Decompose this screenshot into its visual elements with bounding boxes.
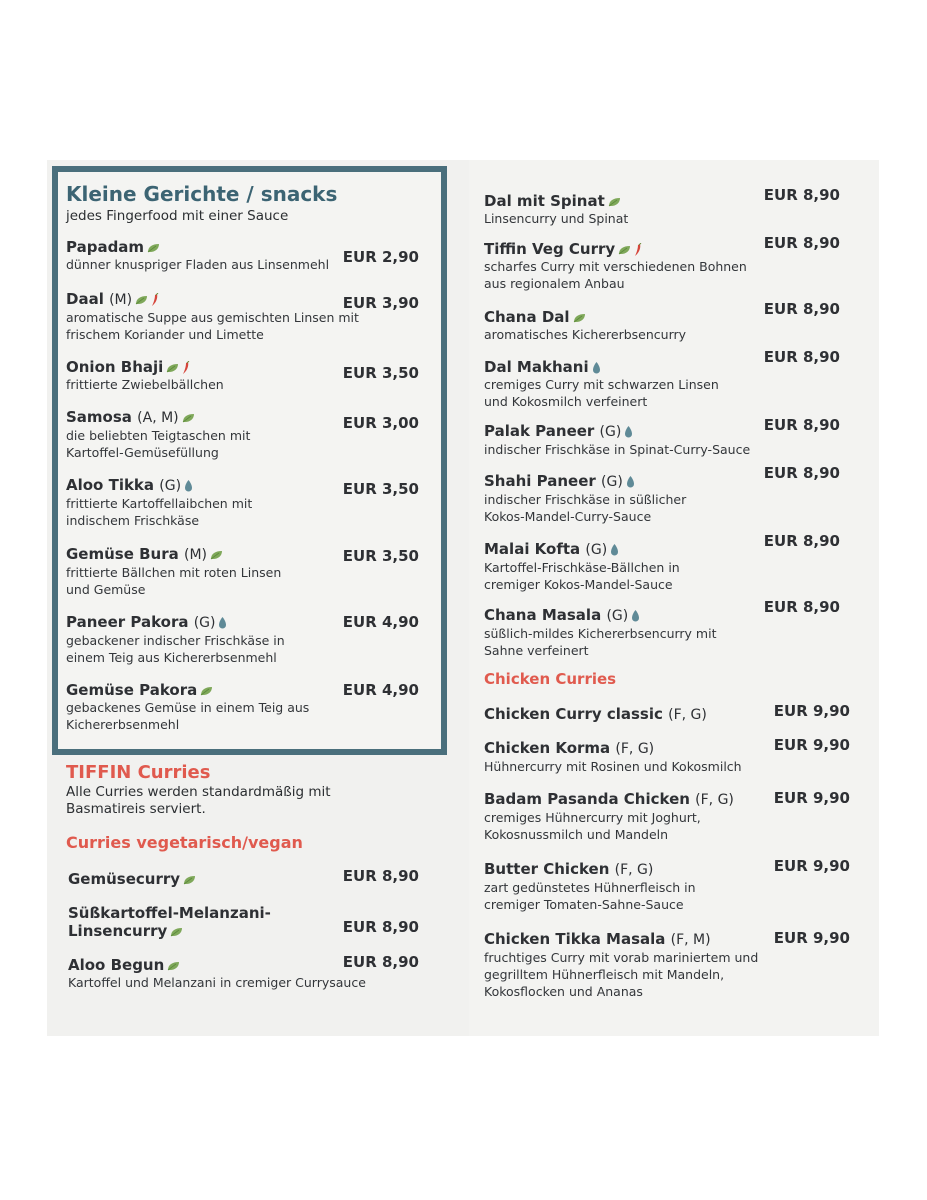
item-name: Chana Dal bbox=[484, 308, 570, 326]
item-name: Chicken Korma bbox=[484, 739, 611, 757]
left-column bbox=[47, 160, 457, 1036]
vegetarian-drop-icon bbox=[184, 479, 193, 492]
item-name: Chicken Tikka Masala bbox=[484, 930, 666, 948]
item-price: EUR 8,90 bbox=[763, 300, 840, 318]
tiffin-subtitle: Alle Curries werden standardmäßig mit Basmatireis serviert. bbox=[66, 784, 331, 817]
menu-item bbox=[484, 300, 840, 343]
item-name: Dal Makhani bbox=[484, 358, 589, 376]
item-description: cremiges Hühnercurry mit Joghurt, Kokosnussmilch und Mandeln bbox=[484, 810, 701, 842]
tiffin-title: TIFFIN Curries bbox=[66, 762, 211, 783]
item-description: Hühnercurry mit Rosinen und Kokosmilch bbox=[484, 759, 742, 774]
item-allergens: (G) bbox=[193, 615, 216, 631]
item-name: Gemüsecurry bbox=[68, 870, 181, 888]
item-price: EUR 2,90 bbox=[342, 248, 419, 266]
item-allergens: (A, M) bbox=[137, 410, 179, 426]
item-description: süßlich-mildes Kichererbsencurry mit Sahne verfeinert bbox=[484, 626, 717, 658]
snacks-section bbox=[52, 166, 447, 755]
vegetarian-drop-icon bbox=[624, 425, 633, 438]
item-name: Daal bbox=[66, 290, 104, 308]
item-description: cremiges Curry mit schwarzen Linsen und Kokosmilch verfeinert bbox=[484, 377, 719, 409]
item-name: Süßkartoffel-Melanzani-Linsencurry bbox=[68, 904, 271, 940]
menu-item bbox=[484, 789, 850, 843]
vegetarian-drop-icon bbox=[218, 616, 227, 629]
menu-item bbox=[66, 476, 419, 529]
menu-item bbox=[484, 857, 850, 913]
item-price: EUR 9,90 bbox=[773, 736, 850, 754]
vegetarian-drop-icon bbox=[610, 543, 619, 556]
item-price: EUR 8,90 bbox=[342, 953, 419, 971]
item-price: EUR 8,90 bbox=[342, 918, 419, 936]
menu-item bbox=[484, 416, 840, 458]
vegetarian-drop-icon bbox=[592, 361, 601, 374]
item-name: Aloo Begun bbox=[68, 956, 165, 974]
item-name: Onion Bhaji bbox=[66, 358, 164, 376]
item-name: Gemüse Pakora bbox=[66, 681, 198, 699]
spicy-chili-icon bbox=[634, 243, 642, 257]
item-description: gebackener indischer Frischkäse in einem Teig aus Kichererbsenmehl bbox=[66, 633, 285, 665]
item-name: Malai Kofta bbox=[484, 540, 581, 558]
item-description: frittierte Zwiebelbällchen bbox=[66, 377, 224, 392]
item-description: Kartoffel-Frischkäse-Bällchen in cremiger Kokos-Mandel-Sauce bbox=[484, 560, 680, 592]
item-price: EUR 8,90 bbox=[763, 464, 840, 482]
item-price: EUR 8,90 bbox=[763, 598, 840, 616]
item-allergens: (G) bbox=[606, 608, 629, 624]
menu-page bbox=[47, 160, 879, 1036]
item-name: Tiffin Veg Curry bbox=[484, 240, 616, 258]
menu-item bbox=[484, 736, 850, 775]
item-description: gebackenes Gemüse in einem Teig aus Kichererbsenmehl bbox=[66, 700, 310, 732]
vegan-leaf-icon bbox=[183, 875, 196, 885]
item-description: fruchtiges Curry mit vorab mariniertem und gegrilltem Hühnerfleisch mit Mandeln, Kokosflocken und Ananas bbox=[484, 950, 759, 999]
item-allergens: (G) bbox=[585, 542, 608, 558]
menu-item bbox=[66, 408, 419, 461]
vegetarian-drop-icon bbox=[631, 609, 640, 622]
item-name: Butter Chicken bbox=[484, 860, 610, 878]
item-price: EUR 3,50 bbox=[342, 547, 419, 565]
item-name: Shahi Paneer bbox=[484, 472, 596, 490]
item-description: Linsencurry und Spinat bbox=[484, 211, 629, 226]
item-description: indischer Frischkäse in Spinat-Curry-Sauce bbox=[484, 442, 751, 457]
chicken-curries-title: Chicken Curries bbox=[484, 670, 617, 688]
menu-item bbox=[484, 532, 840, 593]
item-description: frittierte Bällchen mit roten Linsen und Gemüse bbox=[66, 565, 282, 597]
menu-item bbox=[484, 929, 850, 1000]
vegan-leaf-icon bbox=[135, 295, 148, 305]
item-price: EUR 3,50 bbox=[342, 364, 419, 382]
item-price: EUR 9,90 bbox=[773, 857, 850, 875]
right-column bbox=[469, 160, 879, 1036]
item-price: EUR 3,50 bbox=[342, 480, 419, 498]
vegan-leaf-icon bbox=[182, 413, 195, 423]
item-allergens: (G) bbox=[601, 474, 623, 490]
item-name: Paneer Pakora bbox=[66, 613, 189, 631]
item-allergens: (F, G) bbox=[614, 862, 654, 878]
item-price: EUR 9,90 bbox=[773, 702, 850, 720]
vegetarian-drop-icon bbox=[626, 475, 635, 488]
menu-item bbox=[66, 290, 419, 343]
menu-item bbox=[66, 358, 419, 393]
item-price: EUR 8,90 bbox=[763, 416, 840, 434]
item-price: EUR 9,90 bbox=[773, 929, 850, 947]
menu-item bbox=[484, 348, 840, 410]
item-price: EUR 8,90 bbox=[763, 532, 840, 550]
item-description: scharfes Curry mit verschiedenen Bohnen aus regionalem Anbau bbox=[484, 259, 747, 291]
snacks-subtitle: jedes Fingerfood mit einer Sauce bbox=[66, 208, 289, 224]
item-name: Dal mit Spinat bbox=[484, 192, 605, 210]
spicy-chili-icon bbox=[151, 293, 159, 307]
item-allergens: (M) bbox=[183, 547, 207, 563]
item-price: EUR 3,00 bbox=[342, 414, 419, 432]
item-price: EUR 8,90 bbox=[763, 348, 840, 366]
menu-item bbox=[68, 867, 419, 888]
menu-item bbox=[68, 953, 419, 991]
item-description: frittierte Kartoffellaibchen mit indischem Frischkäse bbox=[66, 496, 253, 528]
veg-curries-title: Curries vegetarisch/vegan bbox=[66, 833, 303, 852]
vegan-leaf-icon bbox=[167, 961, 180, 971]
item-name: Badam Pasanda Chicken bbox=[484, 790, 690, 808]
item-description: die beliebten Teigtaschen mit Kartoffel-Gemüsefüllung bbox=[66, 428, 251, 460]
item-price: EUR 8,90 bbox=[763, 186, 840, 204]
vegan-leaf-icon bbox=[573, 313, 586, 323]
vegan-leaf-icon bbox=[200, 686, 213, 696]
item-allergens: (F, G) bbox=[615, 741, 655, 757]
item-description: zart gedünstetes Hühnerfleisch in cremiger Tomaten-Sahne-Sauce bbox=[484, 880, 696, 912]
item-allergens: (G) bbox=[159, 478, 182, 494]
item-allergens: (F, G) bbox=[668, 707, 707, 723]
item-description: aromatische Suppe aus gemischten Linsen mit frischem Koriander und Limette bbox=[66, 310, 359, 342]
item-name: Chicken Curry classic bbox=[484, 705, 663, 723]
item-price: EUR 9,90 bbox=[773, 789, 850, 807]
menu-item bbox=[484, 598, 840, 659]
menu-item bbox=[66, 681, 419, 733]
item-description: indischer Frischkäse in süßlicher Kokos-Mandel-Curry-Sauce bbox=[484, 492, 687, 524]
vegan-leaf-icon bbox=[166, 363, 179, 373]
item-name: Aloo Tikka bbox=[66, 476, 155, 494]
vegan-leaf-icon bbox=[608, 197, 621, 207]
item-name: Chana Masala bbox=[484, 606, 602, 624]
item-price: EUR 8,90 bbox=[342, 867, 419, 885]
item-price: EUR 4,90 bbox=[342, 613, 419, 631]
item-allergens: (F, M) bbox=[670, 932, 711, 948]
menu-item bbox=[484, 702, 850, 724]
item-price: EUR 3,90 bbox=[342, 294, 419, 312]
menu-item bbox=[68, 904, 419, 940]
item-name: Samosa bbox=[66, 408, 132, 426]
item-allergens: (M) bbox=[109, 292, 133, 308]
menu-item bbox=[66, 613, 419, 666]
item-description: dünner knuspriger Fladen aus Linsenmehl bbox=[66, 257, 330, 272]
vegan-leaf-icon bbox=[618, 245, 631, 255]
item-price: EUR 8,90 bbox=[763, 234, 840, 252]
menu-item bbox=[66, 238, 419, 273]
menu-item bbox=[484, 464, 840, 525]
item-price: EUR 4,90 bbox=[342, 681, 419, 699]
item-allergens: (F, G) bbox=[695, 792, 734, 808]
item-name: Palak Paneer bbox=[484, 422, 595, 440]
spicy-chili-icon bbox=[182, 361, 190, 375]
item-allergens: (G) bbox=[599, 424, 622, 440]
snacks-title: Kleine Gerichte / snacks bbox=[66, 182, 338, 206]
item-name: Gemüse Bura bbox=[66, 545, 179, 563]
item-name: Papadam bbox=[66, 238, 145, 256]
vegan-leaf-icon bbox=[147, 243, 160, 253]
menu-item bbox=[484, 234, 840, 292]
vegan-leaf-icon bbox=[170, 927, 183, 937]
item-description: Kartoffel und Melanzani in cremiger Currysauce bbox=[68, 975, 366, 990]
vegan-leaf-icon bbox=[210, 550, 223, 560]
item-description: aromatisches Kichererbsencurry bbox=[484, 327, 687, 342]
menu-item bbox=[484, 186, 840, 227]
menu-item bbox=[66, 545, 419, 598]
